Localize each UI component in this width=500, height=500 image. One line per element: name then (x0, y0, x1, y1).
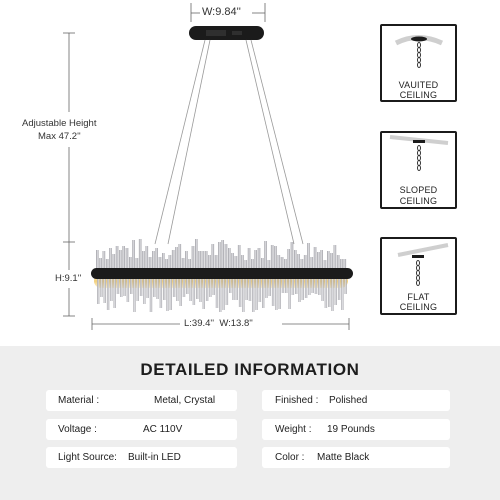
voltage-row (46, 419, 237, 440)
crystal-rod (162, 253, 165, 270)
crystal-rod (337, 255, 340, 270)
crystal-rod (179, 244, 182, 270)
crystal-rod (225, 244, 228, 270)
crystal-rod (321, 279, 323, 301)
crystal-rod (208, 255, 211, 270)
crystal-rod (216, 279, 218, 308)
bottom-size-label: L:39.4'' W:13.8'' (184, 318, 253, 329)
sloped-ceiling-card (380, 131, 457, 209)
flat-ceiling-line1: FLAT (407, 292, 430, 302)
crystal-rod (252, 279, 254, 312)
crystal-rod (297, 254, 300, 270)
finished-label: Finished : (275, 395, 319, 406)
sloped-ceiling-line1: SLOPED (399, 185, 438, 195)
weight-row (262, 419, 450, 440)
crystal-rod (265, 279, 267, 298)
crystal-rod (291, 242, 294, 270)
crystal-rod (100, 279, 102, 297)
material-row (46, 390, 237, 411)
crystal-rod (328, 279, 330, 307)
crystal-rod (255, 279, 257, 310)
crystal-rod (163, 279, 165, 300)
crystal-rod (269, 279, 271, 296)
crystal-rod (107, 279, 109, 310)
crystal-rod (126, 248, 129, 270)
crystal-rod (192, 246, 195, 270)
crystal-rod (334, 245, 337, 270)
crystal-rod (236, 279, 238, 300)
crystal-rod (241, 255, 244, 270)
crystal-rod (308, 279, 310, 295)
finished-row (262, 390, 450, 411)
crystal-rod (279, 279, 281, 309)
crystal-rod (320, 250, 323, 270)
crystal-rod (295, 279, 297, 294)
crystal-rod (185, 251, 188, 270)
voltage-label: Voltage : (58, 424, 97, 435)
vaulted-ceiling-icon (382, 28, 455, 72)
crystal-rod (242, 279, 244, 312)
adjustable-height-label-line1: Adjustable Height (22, 118, 97, 129)
crystal-rod (114, 279, 116, 308)
crystal-rod (330, 253, 333, 270)
sloped-ceiling-icon (382, 135, 455, 179)
crystal-rod (150, 279, 152, 312)
crystal-rod (175, 247, 178, 270)
suspension-cables (155, 40, 303, 244)
crystal-rod (213, 279, 215, 295)
crystal-rod (205, 251, 208, 270)
crystal-rod (338, 279, 340, 300)
adjustable-height-label-line2: Max 47.2'' (38, 131, 81, 142)
crystal-rod (146, 246, 149, 270)
crystal-rod (123, 279, 125, 296)
crystal-rod (109, 248, 112, 270)
crystal-rod (196, 279, 198, 299)
crystal-rod (221, 240, 224, 270)
crystal-rod (96, 250, 99, 270)
vaulted-ceiling-line2: CEILING (399, 90, 438, 100)
crystal-rod (222, 279, 224, 310)
crystal-rod (120, 279, 122, 297)
material-value: Metal, Crystal (154, 395, 216, 406)
crystal-rod (155, 248, 158, 270)
height-label: H:9.1'' (55, 273, 82, 284)
details-title: DETAILED INFORMATION (140, 360, 360, 379)
crystal-rod (271, 245, 274, 270)
crystal-rod (169, 255, 172, 270)
crystal-rod (215, 255, 218, 270)
chandelier-frame (91, 268, 353, 279)
crystal-rod (325, 279, 327, 308)
crystal-rod (189, 279, 191, 301)
crystal-rod (249, 279, 251, 301)
crystal-rod (318, 279, 320, 295)
crystal-rod (275, 279, 277, 310)
sloped-ceiling-line2: CEILING (399, 196, 438, 206)
crystal-rod (226, 279, 228, 305)
crystal-rod (285, 279, 287, 293)
crystal-rod (246, 279, 248, 300)
color-value: Matte Black (317, 452, 370, 463)
crystal-rod (206, 279, 208, 301)
crystal-rod (133, 279, 135, 312)
crystal-rod (307, 243, 310, 270)
crystal-rod (153, 279, 155, 297)
crystal-rod (202, 251, 205, 270)
light-source-value: Built-in LED (128, 452, 181, 463)
crystal-rod (140, 279, 142, 296)
crystal-rod (130, 279, 132, 294)
crystal-rod (142, 251, 145, 270)
light-source-label: Light Source: (58, 452, 117, 463)
crystal-rod (104, 279, 106, 303)
crystal-rod (298, 279, 300, 302)
crystal-rod (278, 255, 281, 270)
crystal-rod (199, 279, 201, 302)
crystal-rod (132, 240, 135, 270)
flat-ceiling-card (380, 237, 457, 315)
crystal-rod (282, 279, 284, 293)
crystal-rod (317, 252, 320, 270)
crystal-rod (287, 249, 290, 270)
crystal-rod (103, 251, 106, 270)
crystal-rod (331, 279, 333, 311)
vaulted-ceiling-card (380, 24, 457, 102)
crystal-rod (345, 279, 347, 294)
color-label: Color : (275, 452, 305, 463)
vaulted-ceiling-line1: VAUITED (398, 80, 439, 90)
crystal-rod (139, 239, 142, 270)
crystal-rod (209, 279, 211, 297)
crystal-rod (172, 250, 175, 270)
crystal-rod (314, 247, 317, 270)
crystal-rod (156, 279, 158, 299)
flat-ceiling-line2: CEILING (399, 302, 438, 312)
crystal-rod (110, 279, 112, 301)
crystal-rod (235, 256, 238, 270)
crystal-rod (239, 279, 241, 307)
crystal-rod (203, 279, 205, 309)
weight-label: Weight : (275, 424, 312, 435)
crystal-rod (137, 279, 139, 301)
crystal-rod (315, 279, 317, 294)
crystal-rod (173, 279, 175, 297)
crystal-rod (212, 244, 215, 270)
crystal-rod (341, 279, 343, 310)
crystal-rod (116, 246, 119, 270)
ceiling-canopy (189, 26, 264, 40)
crystal-rod (335, 279, 337, 305)
crystal-rod (312, 279, 314, 293)
weight-value: 19 Pounds (327, 424, 375, 435)
crystal-rod (292, 279, 294, 295)
crystal-rod (186, 279, 188, 294)
crystal-rod (274, 246, 277, 270)
crystal-rod (166, 279, 168, 311)
crystal-rod (258, 248, 261, 270)
crystal-rod (264, 241, 267, 270)
crystal-rod (228, 248, 231, 270)
top-width-label: W:9.84'' (202, 6, 241, 18)
crystal-rod (304, 255, 307, 270)
crystal-rod (327, 251, 330, 270)
crystal-rod (127, 279, 129, 302)
crystal-rod (183, 279, 185, 297)
crystal-rod (143, 279, 145, 304)
crystal-rod (198, 251, 201, 270)
crystal-rod (262, 279, 264, 308)
crystal-rod (119, 250, 122, 270)
crystal-rod (147, 279, 149, 298)
crystal-rod (248, 248, 251, 270)
crystal-rod (288, 279, 290, 309)
crystal-rod (302, 279, 304, 300)
crystal-rod (170, 279, 172, 310)
flat-ceiling-icon (382, 241, 455, 291)
crystal-rod (193, 279, 195, 305)
crystal-rod (229, 279, 231, 293)
crystal-rod (231, 253, 234, 270)
color-row (262, 447, 450, 468)
voltage-value: AC 110V (143, 424, 183, 435)
finished-value: Polished (329, 395, 368, 406)
crystal-rod (272, 279, 274, 306)
crystal-rod (238, 245, 241, 270)
crystal-rod (117, 279, 119, 294)
crystal-rod (97, 279, 99, 304)
crystal-rod (176, 279, 178, 301)
crystal-rod (219, 279, 221, 312)
crystal-rod (160, 279, 162, 308)
crystal-rod (232, 279, 234, 300)
crystal-rod (180, 279, 182, 306)
crystal-rod (305, 279, 307, 298)
crystal-rod (122, 246, 125, 270)
crystal-rod (218, 242, 221, 270)
crystal-rod (195, 239, 198, 270)
crystal-rod (152, 251, 155, 270)
crystal-rod (254, 250, 257, 270)
light-source-row (46, 447, 237, 468)
crystal-rod (294, 250, 297, 270)
crystal-rod (259, 279, 261, 302)
crystal-rod (113, 254, 116, 270)
material-label: Material : (58, 395, 100, 406)
